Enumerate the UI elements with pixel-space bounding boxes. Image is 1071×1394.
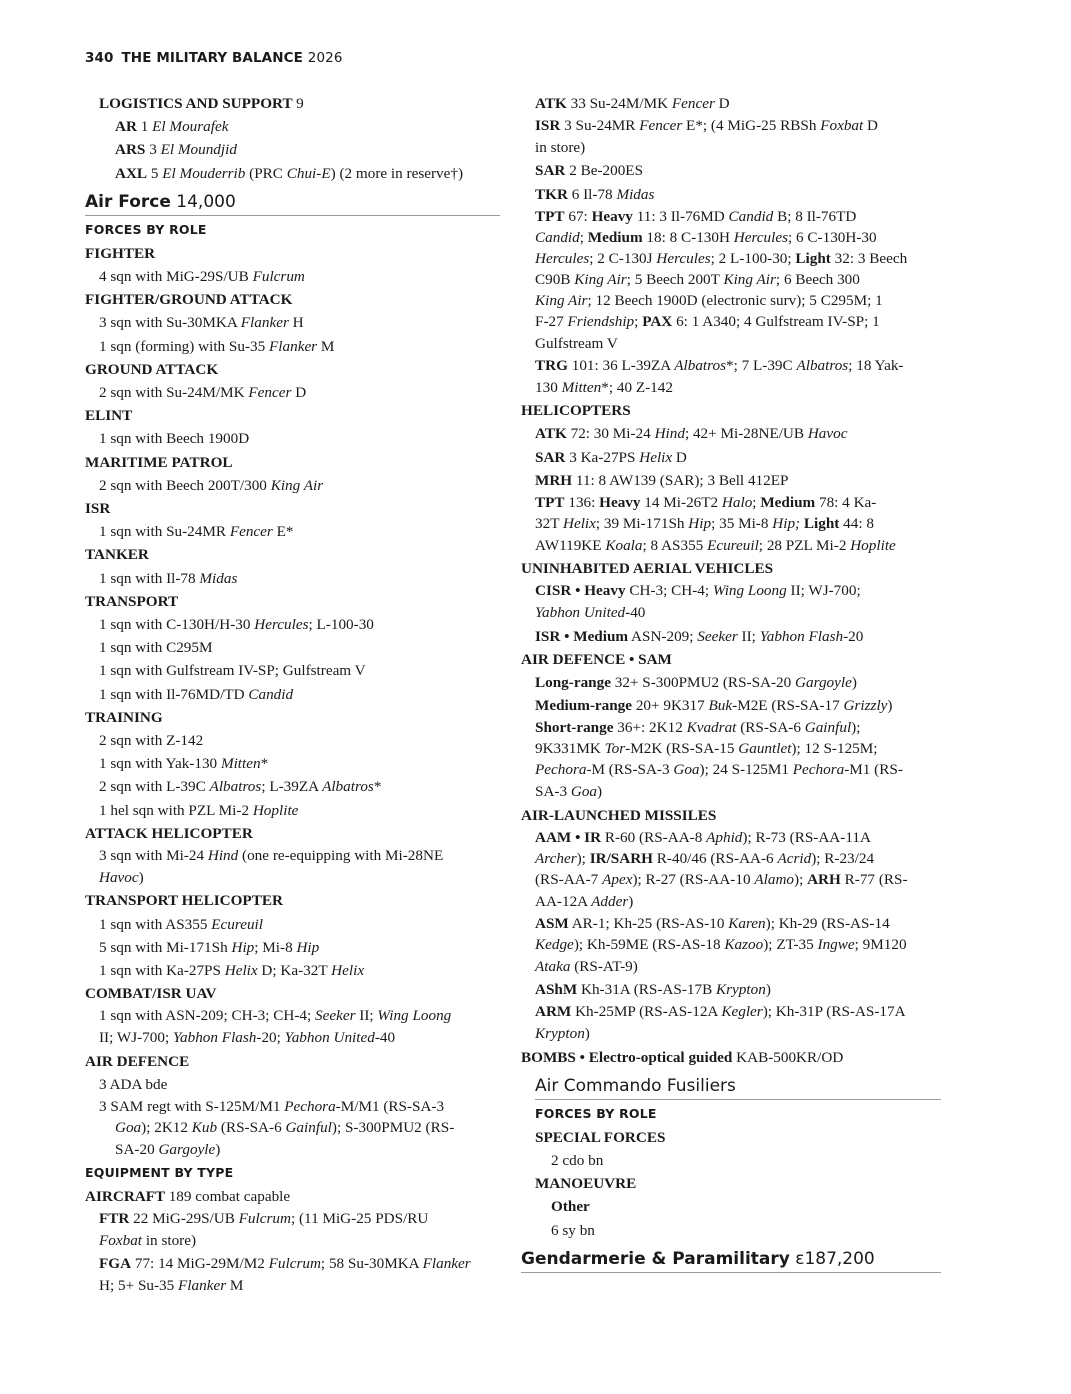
text-line: AXL 5 El Mouderrib (PRC Chui-E) (2 more in reserve†)	[115, 164, 464, 182]
text-line: 1 sqn (forming) with Su-35 Flanker M	[99, 337, 335, 355]
text-line: 1 sqn with Beech 1900D	[99, 430, 250, 448]
text-line: SA-20 Gargoyle)	[115, 1140, 221, 1158]
text-line: ARM Kh-25MP (RS-AS-12A Kegler); Kh-31P (RS-AS-17A	[535, 1003, 906, 1021]
category-heading: TRANSPORT HELICOPTER	[85, 892, 283, 910]
left-column	[85, 92, 500, 1297]
category-heading: TRANSPORT	[85, 592, 179, 610]
text-line: 1 sqn with AS355 Ecureuil	[99, 915, 263, 933]
text-line: Krypton)	[535, 1025, 590, 1043]
text-line: 2 cdo bn	[551, 1152, 604, 1170]
text-line: AShM Kh-31A (RS-AS-17B Krypton)	[535, 981, 771, 999]
category-heading: AIR DEFENCE	[85, 1052, 190, 1070]
category-heading: BOMBS • Electro-optical guided KAB-500KR/OD	[521, 1048, 844, 1066]
text-line: AAM • IR R-60 (RS-AA-8 Aphid); R-73 (RS-AA-11A	[535, 828, 871, 846]
text-line: 1 sqn with C295M	[99, 639, 213, 657]
text-line: Pechora-M (RS-SA-3 Goa); 24 S-125M1 Pechora-M1 (RS-	[535, 761, 903, 779]
text-line: ATK 33 Su-24M/MK Fencer D	[535, 95, 730, 112]
text-line: 1 sqn with ASN-209; CH-3; CH-4; Seeker II; Wing Loong	[99, 1007, 452, 1025]
category-heading: HELICOPTERS	[521, 402, 631, 420]
text-line: (RS-AA-7 Apex); R-27 (RS-AA-10 Alamo); ARH R-77 (RS-	[535, 870, 908, 888]
category-heading: Other	[551, 1198, 590, 1216]
text-line: FTR 22 MiG-29S/UB Fulcrum; (11 MiG-25 PDS/RU	[99, 1210, 429, 1228]
category-heading: GROUND ATTACK	[85, 360, 219, 378]
text-line: 3 SAM regt with S-125M/M1 Pechora-M/M1 (RS-SA-3	[99, 1097, 445, 1115]
text-line: 3 ADA bde	[99, 1075, 168, 1093]
category-heading: ELINT	[85, 407, 133, 425]
subsection-heading: EQUIPMENT BY TYPE	[85, 1165, 234, 1181]
text-line: Yabhon United-40	[535, 604, 646, 622]
text-line: 1 sqn with Yak-130 Mitten*	[99, 755, 269, 773]
text-line: 4 sqn with MiG-29S/UB Fulcrum	[99, 268, 305, 286]
category-heading: MANOEUVRE	[535, 1175, 637, 1193]
text-line: Candid; Medium 18: 8 C-130H Hercules; 6 C-130H-30	[535, 228, 877, 246]
text-line: 1 sqn with Ka-27PS Helix D; Ka-32T Helix	[99, 961, 365, 979]
text-line: 1 sqn with Il-78 Midas	[99, 569, 238, 587]
text-line: ISR • Medium ASN-209; Seeker II; Yabhon Flash-20	[535, 627, 864, 645]
page-number: 340	[85, 50, 114, 66]
text-line: TRG 101: 36 L-39ZA Albatros*; 7 L-39C Albatros; 18 Yak-	[535, 357, 904, 375]
category-heading: MARITIME PATROL	[85, 453, 233, 471]
subsection-heading: FORCES BY ROLE	[85, 221, 207, 237]
text-line: 1 sqn with Il-76MD/TD Candid	[99, 685, 294, 703]
category-heading: ISR	[85, 500, 111, 518]
category-heading: TANKER	[85, 546, 149, 564]
text-line: ISR 3 Su-24MR Fencer E*; (4 MiG-25 RBSh Foxbat D	[535, 117, 879, 135]
text-line: Medium-range 20+ 9K317 Buk-M2E (RS-SA-17 Grizzly)	[535, 697, 893, 715]
text-line: 3 sqn with Mi-24 Hind (one re-equipping with Mi-28NE	[99, 847, 444, 865]
text-line: Kedge); Kh-59ME (RS-AS-18 Kazoo); ZT-35 Ingwe; 9M120	[535, 936, 907, 954]
text-line: F-27 Friendship; PAX 6: 1 A340; 4 Gulfstream IV-SP; 1	[535, 312, 880, 330]
category-heading: UNINHABITED AERIAL VEHICLES	[521, 560, 774, 578]
text-line: 1 sqn with Su-24MR Fencer E*	[99, 523, 294, 541]
text-line: TKR 6 Il-78 Midas	[535, 185, 655, 203]
text-line: 5 sqn with Mi-171Sh Hip; Mi-8 Hip	[99, 938, 320, 956]
section-heading: Gendarmerie & Paramilitary ε187,200	[521, 1242, 941, 1273]
category-heading: FIGHTER	[85, 244, 156, 262]
text-line: 2 sqn with L-39C Albatros; L-39ZA Albatros*	[99, 778, 382, 796]
text-line: in store)	[535, 139, 586, 157]
text-line: TPT 67: Heavy 11: 3 Il-76MD Candid B; 8 Il-76TD	[535, 207, 857, 225]
category-heading: SPECIAL FORCES	[535, 1128, 666, 1146]
text-line: II; WJ-700; Yabhon Flash-20; Yabhon United-40	[99, 1029, 396, 1047]
text-line: 32T Helix; 39 Mi-171Sh Hip; 35 Mi-8 Hip; Light 44: 8	[535, 515, 874, 533]
right-column	[521, 92, 941, 1275]
text-line: 130 Mitten*; 40 Z-142	[535, 379, 673, 397]
section-heading: Air Commando Fusiliers	[535, 1069, 941, 1100]
text-line: Gulfstream V	[535, 334, 618, 352]
category-heading: AIRCRAFT 189 combat capable	[85, 1188, 291, 1206]
text-line: ASM AR-1; Kh-25 (RS-AS-10 Karen); Kh-29 (RS-AS-14	[535, 915, 890, 933]
text-line: AR 1 El Mourafek	[115, 118, 229, 136]
text-line: Long-range 32+ S-300PMU2 (RS-SA-20 Gargoyle)	[535, 674, 857, 692]
publication-title: THE MILITARY BALANCE	[121, 50, 303, 66]
text-line: C90B King Air; 5 Beech 200T King Air; 6 Beech 300	[535, 270, 860, 288]
text-line: King Air; 12 Beech 1900D (electronic surv); 5 C295M; 1	[535, 291, 883, 309]
text-line: Archer); IR/SARH R-40/46 (RS-AA-6 Acrid); R-23/24	[535, 849, 875, 867]
text-line: 6 sy bn	[551, 1221, 595, 1239]
text-line: 2 sqn with Su-24M/MK Fencer D	[99, 384, 307, 402]
text-line: CISR • Heavy CH-3; CH-4; Wing Loong II; WJ-700;	[535, 582, 861, 600]
text-line: 2 sqn with Z-142	[99, 732, 204, 750]
text-line: AA-12A Adder)	[535, 892, 634, 910]
text-line: 9K331MK Tor-M2K (RS-SA-15 Gauntlet); 12 S-125M;	[535, 740, 878, 758]
text-line: 2 sqn with Beech 200T/300 King Air	[99, 476, 324, 494]
text-line: Havoc)	[99, 869, 144, 887]
text-line: Ataka (RS-AT-9)	[535, 958, 638, 976]
text-line: H; 5+ Su-35 Flanker M	[99, 1276, 244, 1294]
text-line: 1 hel sqn with PZL Mi-2 Hoplite	[99, 801, 299, 819]
text-line: AW119KE Koala; 8 AS355 Ecureuil; 28 PZL Mi-2 Hoplite	[535, 537, 896, 555]
text-line: FGA 77: 14 MiG-29M/M2 Fulcrum; 58 Su-30MKA Flanker	[99, 1254, 471, 1272]
text-line: SA-3 Goa)	[535, 783, 603, 801]
text-line: Hercules; 2 C-130J Hercules; 2 L-100-30; Light 32: 3 Beech	[535, 249, 908, 267]
text-line: Goa); 2K12 Kub (RS-SA-6 Gainful); S-300PMU2 (RS-	[115, 1118, 455, 1136]
category-heading: AIR DEFENCE • SAM	[521, 650, 672, 668]
section-heading: Air Force 14,000	[85, 185, 500, 216]
text-line: SAR 3 Ka-27PS Helix D	[535, 448, 687, 466]
category-heading: AIR-LAUNCHED MISSILES	[521, 806, 717, 824]
subsection-heading: FORCES BY ROLE	[535, 1105, 657, 1121]
page-header	[85, 50, 343, 66]
text-line: Short-range 36+: 2K12 Kvadrat (RS-SA-6 Gainful);	[535, 719, 861, 737]
category-heading: FIGHTER/GROUND ATTACK	[85, 291, 293, 309]
text-line: MRH 11: 8 AW139 (SAR); 3 Bell 412EP	[535, 471, 789, 489]
category-heading: LOGISTICS AND SUPPORT 9	[99, 95, 304, 112]
text-line: Foxbat in store)	[99, 1232, 197, 1250]
text-line: 1 sqn with C-130H/H-30 Hercules; L-100-30	[99, 616, 374, 634]
publication-year: 2026	[307, 50, 343, 66]
text-line: 3 sqn with Su-30MKA Flanker H	[99, 314, 304, 332]
category-heading: ATTACK HELICOPTER	[85, 824, 253, 842]
text-line: ATK 72: 30 Mi-24 Hind; 42+ Mi-28NE/UB Havoc	[535, 425, 848, 443]
text-line: TPT 136: Heavy 14 Mi-26T2 Halo; Medium 78: 4 Ka-	[535, 494, 877, 512]
category-heading: TRAINING	[85, 708, 163, 726]
text-line: 1 sqn with Gulfstream IV-SP; Gulfstream V	[99, 662, 366, 680]
text-line: SAR 2 Be-200ES	[535, 162, 644, 180]
category-heading: COMBAT/ISR UAV	[85, 985, 217, 1003]
text-line: ARS 3 El Moundjid	[115, 141, 237, 159]
